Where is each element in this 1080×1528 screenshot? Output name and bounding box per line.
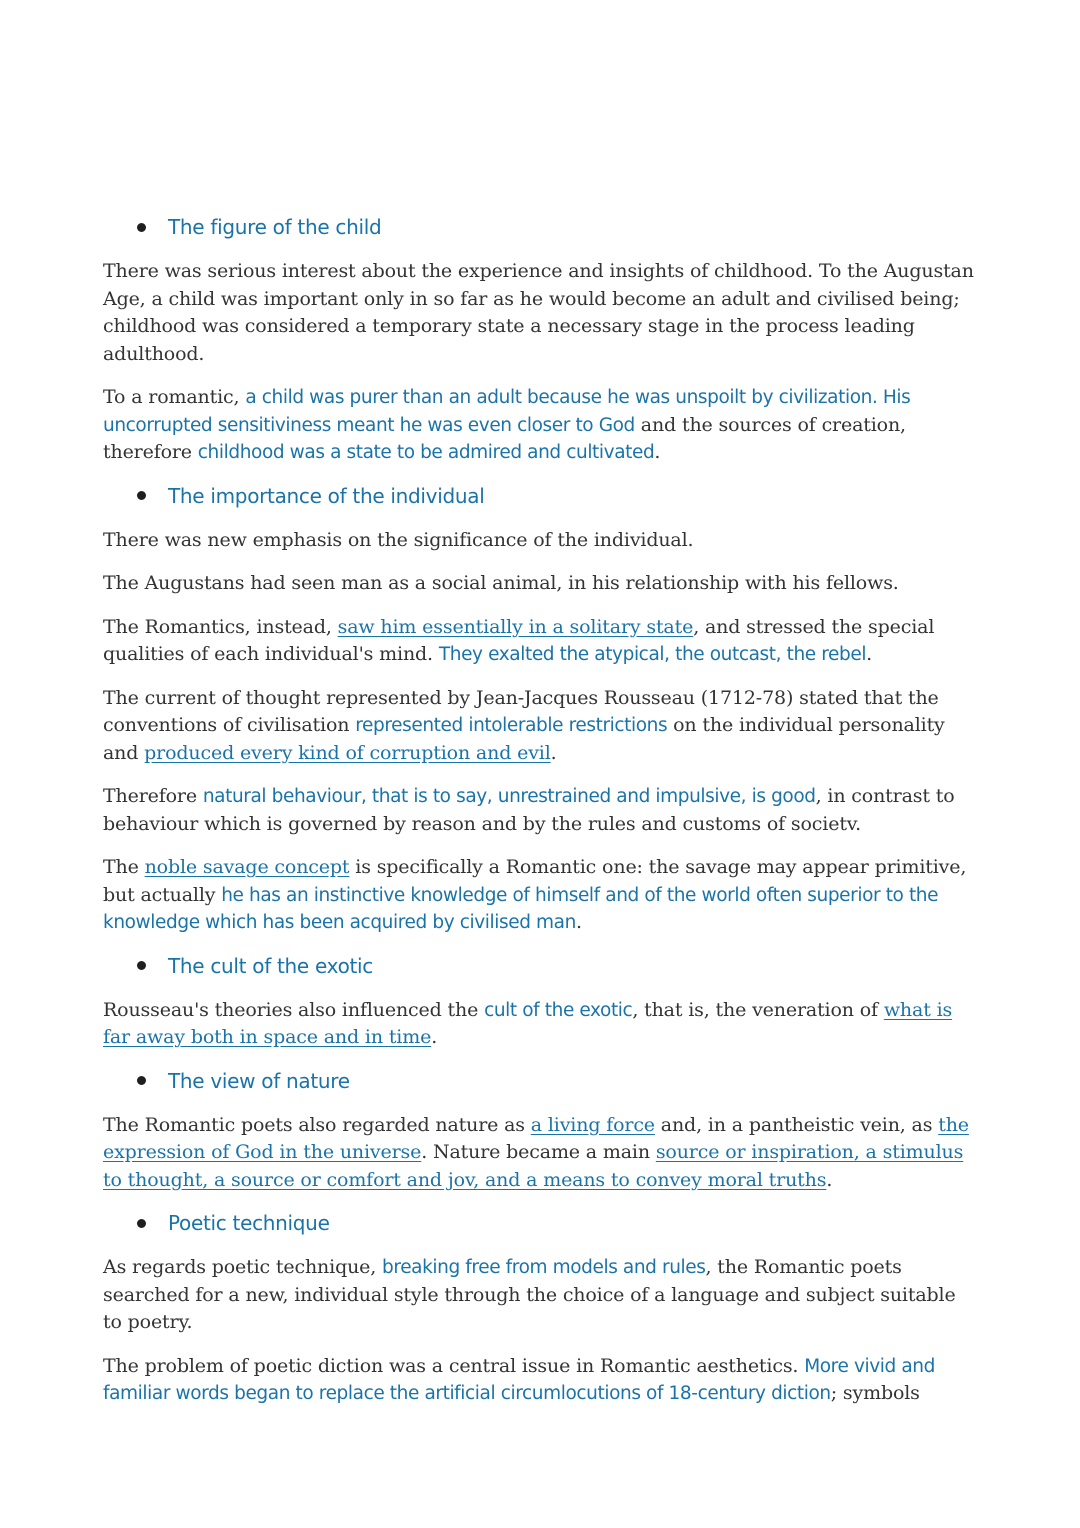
body-paragraph — [103, 854, 980, 937]
body-text: There was new emphasis on the significance of the individual. — [103, 528, 694, 551]
body-text: The Romantics, instead, — [103, 615, 338, 638]
body-paragraph — [103, 384, 980, 467]
body-text: The Augustans had seen man as a social animal, in his relationship with his fellows. — [103, 572, 899, 594]
body-paragraph — [103, 1353, 980, 1408]
body-text: . — [654, 441, 661, 463]
body-text: To a romantic, — [103, 386, 246, 408]
body-text: , in contrast to behaviour which is governed by reason and by the rules and customs of societv. — [103, 785, 955, 835]
section-heading-text: The cult of the exotic — [168, 953, 374, 978]
body-text: , that is, the veneration of — [632, 998, 884, 1021]
body-text: . Nature became a main — [421, 1141, 656, 1163]
body-text: The current of thought represented by Jean-Jacques Rousseau (1712-78) stated that the conventions of civilisation — [103, 686, 939, 736]
highlighted-text: More vivid and familiar words began to replace the artificial circumlocutions of 18-century diction — [103, 1355, 935, 1404]
body-paragraph — [103, 258, 980, 368]
body-text: There was serious interest about the experience and insights of childhood. To the Augustan Age, a child was important only in so far as he would become an adult and civilised being; childhood was considered a temporary state a necessary stage in the process leading adulthood. — [103, 260, 974, 365]
highlighted-text: a child was purer than an adult because he was unspoilt by civilization. His uncorrupted sensitiviness meant he was even closer to God — [103, 387, 911, 436]
body-paragraph — [103, 1112, 980, 1195]
body-paragraph — [103, 570, 980, 598]
highlighted-text: breaking free from models and rules — [382, 1257, 706, 1278]
section-heading — [137, 214, 980, 240]
bullet-icon — [137, 1076, 146, 1085]
underlined-text: a living force — [530, 1113, 655, 1136]
body-text: As regards poetic technique, — [103, 1256, 383, 1278]
body-text: , and stressed the special qualities of each individual's mind. — [103, 615, 935, 665]
underlined-text: saw him essentially in a solitary state — [337, 615, 694, 638]
body-text: on the individual personality and — [103, 714, 945, 764]
body-text: , the Romantic poets searched for a new, individual style through the choice of a language and subject suitable to poetry. — [103, 1256, 956, 1333]
section-heading-text: Poetic technique — [168, 1211, 330, 1235]
body-text: Therefore — [103, 785, 203, 807]
body-text: is specifically a Romantic one: the savage may appear primitive, but actually — [103, 856, 967, 906]
body-text: The — [103, 856, 145, 878]
section-heading — [137, 1068, 980, 1094]
body-text: . — [431, 1026, 438, 1048]
bullet-icon — [137, 961, 146, 970]
body-text: The problem of poetic diction was a central issue in Romantic aesthetics. — [103, 1354, 805, 1377]
body-paragraph — [103, 527, 980, 555]
bullet-icon — [137, 491, 146, 500]
underlined-text: what is far away both in space and in time — [103, 998, 953, 1048]
body-paragraph — [103, 783, 980, 838]
body-paragraph — [103, 997, 980, 1052]
body-text: . — [866, 643, 872, 665]
highlighted-text: cult of the exotic — [484, 999, 633, 1021]
body-text: . — [550, 741, 557, 764]
body-text: The Romantic poets also regarded nature as — [103, 1113, 531, 1136]
section-heading — [137, 1210, 980, 1236]
body-paragraph — [103, 685, 980, 768]
body-text: and, in a pantheistic vein, as — [654, 1113, 939, 1136]
body-paragraph — [103, 614, 980, 669]
body-paragraph — [103, 1254, 980, 1337]
underlined-text: the expression of God in the universe — [103, 1113, 969, 1163]
section-heading — [137, 483, 980, 509]
highlighted-text: They exalted the atypical, the outcast, the rebel — [438, 644, 867, 665]
body-text: and the sources of creation, therefore — [103, 413, 906, 463]
underlined-text: produced every kind of corruption and evil — [144, 741, 551, 764]
section-heading-text: The view of nature — [168, 1068, 350, 1093]
underlined-text: source or inspiration, a stimulus to thought, a source or comfort and jov, and a means to convey moral truths — [103, 1141, 964, 1191]
underlined-text: noble savage concept — [144, 856, 350, 878]
body-text: . — [575, 911, 582, 933]
section-heading-text: The figure of the child — [168, 215, 382, 239]
highlighted-text: natural behaviour, that is to say, unrestrained and impulsive, is good — [202, 786, 816, 807]
highlighted-text: he has an instinctive knowledge of himself and of the world often superior to the knowledge which has been acquired by civilised man — [103, 884, 939, 933]
bullet-icon — [137, 1219, 146, 1228]
highlighted-text: represented intolerable restrictions — [355, 715, 668, 736]
body-text: Rousseau's theories also influenced the — [103, 998, 485, 1021]
body-text: . — [826, 1168, 833, 1191]
bullet-icon — [137, 223, 146, 232]
section-heading-text: The importance of the individual — [168, 483, 485, 508]
body-text: ; symbols — [830, 1382, 920, 1404]
section-heading — [137, 953, 980, 979]
highlighted-text: childhood was a state to be admired and cultivated — [197, 442, 655, 463]
